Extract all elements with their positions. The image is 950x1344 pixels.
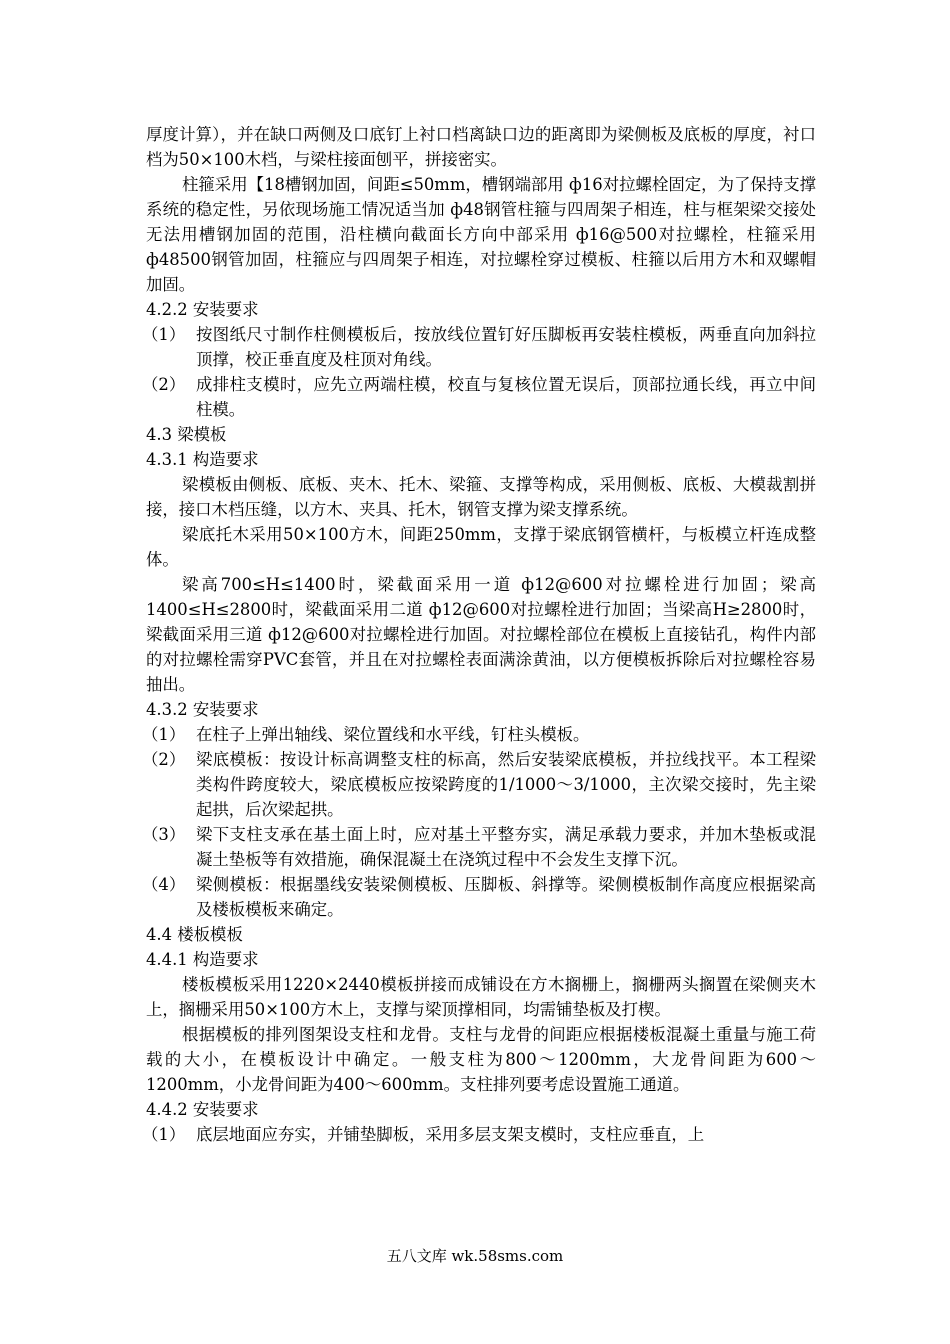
list-item: [142, 322, 816, 372]
list-item-text: 在柱子上弹出轴线、梁位置线和水平线，钉柱头模板。: [196, 725, 590, 744]
list-item-number: （2）: [142, 750, 186, 769]
section-heading: 4.3 梁模板: [146, 425, 227, 444]
section-heading: 4.3.2 安装要求: [146, 700, 259, 719]
list-item: [142, 722, 816, 747]
section-heading: 4.4.1 构造要求: [146, 950, 259, 969]
list-item-text: 梁下支柱支承在基土面上时，应对基土平整夯实，满足承载力要求，并加木垫板或混凝土垫板等有效措施，确保混凝土在浇筑过程中不会发生支撑下沉。: [196, 825, 816, 869]
list-item-text: 成排柱支模时，应先立两端柱模，校直与复核位置无误后，顶部拉通长线，再立中间柱模。: [196, 375, 816, 419]
page-footer: 五八文库 wk.58sms.com: [386, 1247, 564, 1265]
list-item-text: 梁底模板：按设计标高调整支柱的标高，然后安装梁底模板，并拉线找平。本工程梁类构件跨度较大，梁底模板应按梁跨度的1/1000～3/1000，主次梁交接时，先主梁起拱，后次梁起拱。: [196, 750, 816, 819]
section-heading: 4.2.2 安装要求: [146, 300, 259, 319]
paragraph: 梁高700≤H≤1400时，梁截面采用一道 ф12@600对拉螺栓进行加固；梁高1400≤H≤2800时，梁截面采用二道 ф12@600对拉螺栓进行加固；当梁高H≥2800时，梁截面采用三道 ф12@600对拉螺栓进行加固。对拉螺栓部位在模板上直接钻孔，构件内部的对拉螺栓需穿PVC套管，并且在对拉螺栓表面满涂黄油，以方便模板拆除后对拉螺栓容易抽出。: [146, 575, 816, 694]
section-heading: 4.4.2 安装要求: [146, 1100, 259, 1119]
list-item-number: （4）: [142, 875, 186, 894]
paragraph: 楼板模板采用1220×2440模板拼接而成铺设在方木搁栅上，搁栅两头搁置在梁侧夹木上，搁栅采用50×100方木上，支撑与梁顶撑相同，均需铺垫板及打楔。: [146, 975, 816, 1019]
list-item-number: （1）: [142, 325, 186, 344]
list-item-text: 按图纸尺寸制作柱侧模板后，按放线位置钉好压脚板再安装柱模板，两垂直向加斜拉顶撑，校正垂直度及柱顶对角线。: [196, 325, 816, 369]
list-item-number: （1）: [142, 725, 186, 744]
paragraph: 根据模板的排列图架设支柱和龙骨。支柱与龙骨的间距应根据楼板混凝土重量与施工荷载的大小，在模板设计中确定。一般支柱为800～1200mm，大龙骨间距为600～1200mm，小龙骨间距为400～600mm。支柱排列要考虑设置施工通道。: [146, 1025, 816, 1094]
list-item: [142, 872, 816, 922]
document-body: [142, 122, 816, 1147]
list-item: [142, 372, 816, 422]
list-item: [142, 1122, 816, 1147]
list-item-number: （2）: [142, 375, 186, 394]
paragraph: 柱箍采用【18槽钢加固，间距≤50mm，槽钢端部用 ф16对拉螺栓固定，为了保持支撑系统的稳定性，另依现场施工情况适当加 ф48钢管柱箍与四周架子相连，柱与框架梁交接处无法用槽钢加固的范围，沿柱横向截面长方向中部采用 ф16@500对拉螺栓，柱箍采用 ф48500钢管加固，柱箍应与四周架子相连，对拉螺栓穿过模板、柱箍以后用方木和双螺帽加固。: [146, 175, 816, 294]
list-item-text: 底层地面应夯实，并铺垫脚板，采用多层支架支模时，支柱应垂直，上: [196, 1125, 705, 1144]
section-heading: 4.3.1 构造要求: [146, 450, 259, 469]
paragraph: 厚度计算），并在缺口两侧及口底钉上衬口档离缺口边的距离即为梁侧板及底板的厚度，衬口档为50×100木档，与梁柱接面刨平，拼接密实。: [146, 125, 816, 169]
list-item-number: （3）: [142, 825, 186, 844]
section-heading: 4.4 楼板模板: [146, 925, 243, 944]
list-item: [142, 822, 816, 872]
paragraph: 梁底托木采用50×100方木，间距250mm，支撑于梁底钢管横杆，与板模立杆连成整体。: [146, 525, 816, 569]
list-item-text: 梁侧模板：根据墨线安装梁侧模板、压脚板、斜撑等。梁侧模板制作高度应根据梁高及楼板模板来确定。: [196, 875, 816, 919]
paragraph: 梁模板由侧板、底板、夹木、托木、梁箍、支撑等构成，采用侧板、底板、大模裁割拼接，接口木档压缝，以方木、夹具、托木，钢管支撑为梁支撑系统。: [146, 475, 816, 519]
list-item-number: （1）: [142, 1125, 186, 1144]
list-item: [142, 747, 816, 822]
